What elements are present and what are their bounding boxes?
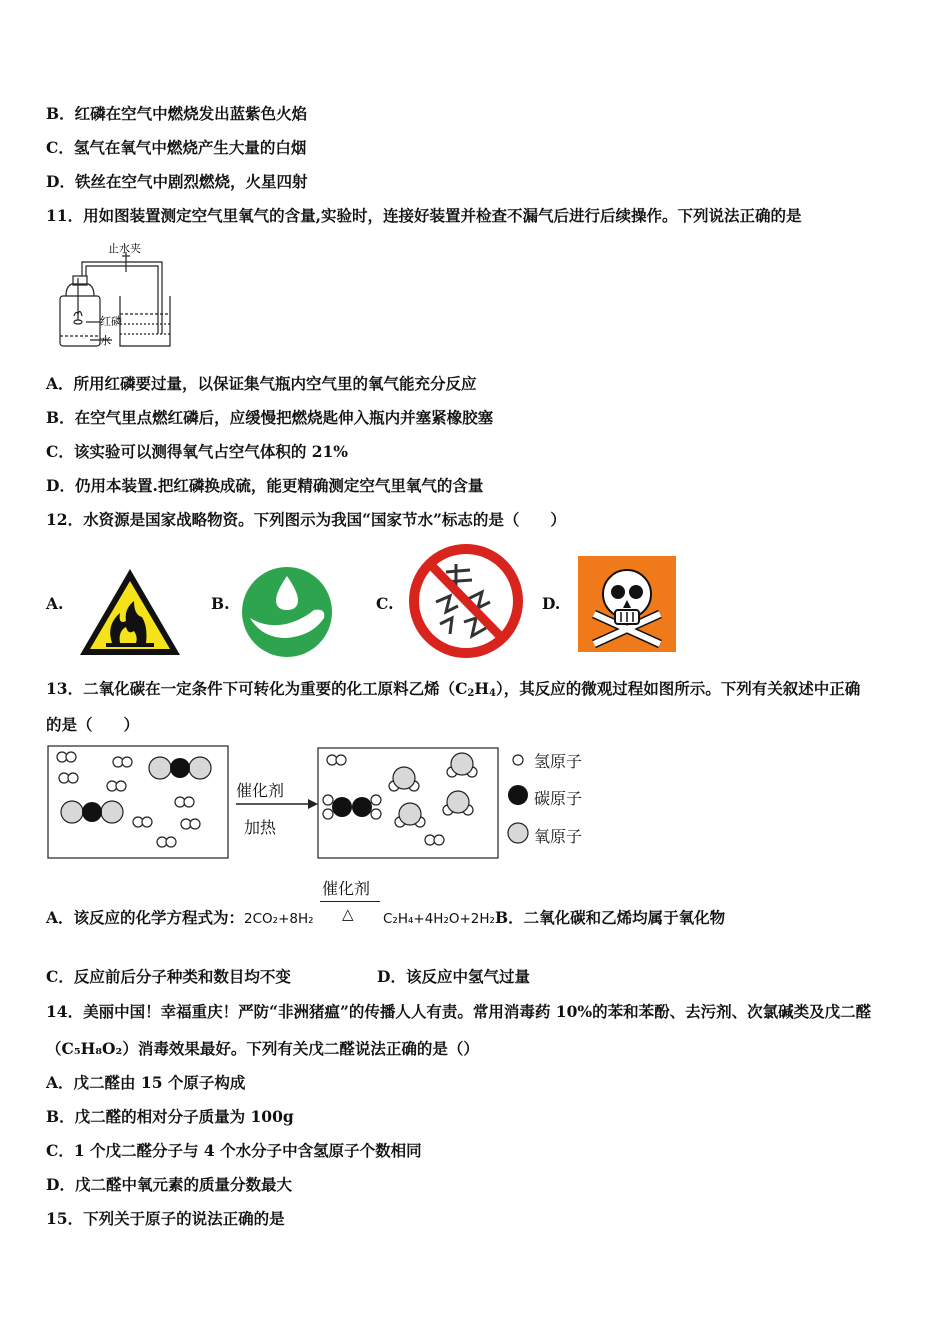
phosphorus-label: 红磷 <box>100 315 122 328</box>
equation-catalyst: 催化剂 <box>322 879 371 898</box>
equation-heat-symbol: △ <box>342 905 354 923</box>
q14-stem-line2: （C₅H₈O₂）消毒效果最好。下列有关戊二醛说法正确的是（） <box>46 1039 479 1058</box>
legend-oxygen: 氧原子 <box>534 827 583 846</box>
water-label: 水 <box>100 334 111 347</box>
heat-label: 加热 <box>244 818 277 837</box>
reaction-micro-diagram <box>46 744 606 862</box>
q12-label-b: B. <box>211 594 230 613</box>
q10-option-d: D．铁丝在空气中剧烈燃烧，火星四射 <box>46 172 308 191</box>
water-saving-logo-icon <box>240 566 334 658</box>
q11-option-c: C．该实验可以测得氧气占空气体积的 21% <box>46 442 349 461</box>
q11-option-a: A．所用红磷要过量，以保证集气瓶内空气里的氧气能充分反应 <box>46 374 477 393</box>
q14-option-c: C．1 个戊二醛分子与 4 个水分子中含氢原子个数相同 <box>46 1141 422 1160</box>
q11-option-d: D．仍用本装置.把红磷换成硫，能更精确测定空气里氧气的含量 <box>46 476 484 495</box>
q14-option-d: D．戊二醛中氧元素的质量分数最大 <box>46 1175 292 1194</box>
q15-stem: 15．下列关于原子的说法正确的是 <box>46 1209 285 1228</box>
q10-option-c: C．氢气在氧气中燃烧产生大量的白烟 <box>46 138 307 157</box>
no-logging-sign-icon <box>406 542 526 660</box>
q13-stem-line1: 13．二氧化碳在一定条件下可转化为重要的化工原料乙烯$(C_2H_4)$，其反应的微观过程如图所示。下列有关叙述中正确 <box>46 679 861 699</box>
q13-stem-line2: 的是（ ） <box>46 715 140 734</box>
q12-label-c: C. <box>376 594 394 613</box>
flammable-warning-icon <box>76 565 184 659</box>
q13-option-a: A．该反应的化学方程式为：2CO₂+8H₂ <box>46 908 314 927</box>
toxic-warning-icon <box>578 556 676 652</box>
legend-carbon: 碳原子 <box>534 789 583 808</box>
q12-label-a: A. <box>46 594 64 613</box>
clamp-label: 止水夹 <box>108 242 141 255</box>
catalyst-label: 催化剂 <box>236 781 285 800</box>
q12-label-d: D. <box>542 594 561 613</box>
oxygen-apparatus-diagram <box>52 238 177 353</box>
equation-arrow-line <box>320 901 380 902</box>
q13-option-d: D．该反应中氢气过量 <box>377 967 530 986</box>
q12-stem: 12．水资源是国家战略物资。下列图示为我国“国家节水”标志的是（ ） <box>46 510 566 529</box>
legend-hydrogen: 氢原子 <box>534 752 583 771</box>
q11-option-b: B．在空气里点燃红磷后，应缓慢把燃烧匙伸入瓶内并塞紧橡胶塞 <box>46 408 494 427</box>
q10-option-b: B．红磷在空气中燃烧发出蓝紫色火焰 <box>46 104 308 123</box>
q13-option-c: C．反应前后分子种类和数目均不变 <box>46 967 291 986</box>
q14-option-a: A．戊二醛由 15 个原子构成 <box>46 1073 246 1092</box>
q14-stem-line1: 14．美丽中国！幸福重庆！严防“非洲猪瘟”的传播人人有责。常用消毒药 10%的苯和苯酚、去污剂、次氯碱类及戊二醛 <box>46 1002 872 1021</box>
q14-option-b: B．戊二醛的相对分子质量为 100g <box>46 1107 294 1126</box>
q13-option-a-products: C₂H₄+4H₂O+2H₂B．二氧化碳和乙烯均属于氧化物 <box>383 908 726 927</box>
q11-stem: 11．用如图装置测定空气里氧气的含量,实验时，连接好装置并检查不漏气后进行后续操作。下列说法正确的是 <box>46 206 802 225</box>
